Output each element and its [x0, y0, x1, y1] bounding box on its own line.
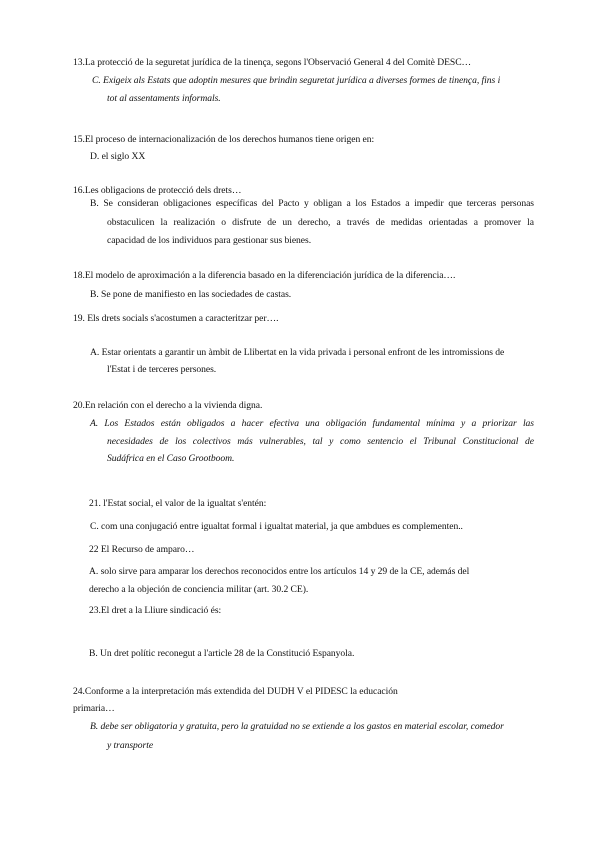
question-19: 19. Els drets socials s'acostumen a caracteritzar per….	[73, 313, 279, 324]
question-16: 16.Les obligacions de protecció dels drets…	[73, 185, 242, 196]
answer-16-line-2: obstaculicen la realización o disfrute de un derecho, a través de medidas orientadas a promover la	[107, 217, 534, 228]
answer-19-line-2: l'Estat i de terceres persones.	[107, 364, 217, 375]
answer-22-line-1: A. solo sirve para amparar los derechos reconocidos entre los artículos 14 y 29 de la CE, además del	[89, 566, 470, 577]
answer-15: D. el siglo XX	[90, 151, 146, 162]
answer-18: B. Se pone de manifiesto en las sociedades de castas.	[90, 289, 292, 300]
question-23: 23.El dret a la Lliure sindicació és:	[89, 605, 222, 616]
question-15: 15.El proceso de internacionalización de los derechos humanos tiene origen en:	[73, 134, 375, 145]
answer-16-line-3: capacidad de los individuos para gestionar sus bienes.	[107, 235, 312, 246]
answer-20-line-3: Sudáfrica en el Caso Grootboom.	[107, 453, 235, 464]
answer-13-line-2: tot al assentaments informals.	[107, 93, 221, 104]
question-24-line-1: 24.Conforme a la interpretación más extendida del DUDH V el PIDESC la educación	[73, 686, 398, 697]
question-13: 13.La protecció de la seguretat jurídica de la tinença, segons l'Observació General 4 del Comitè DESC…	[73, 57, 472, 68]
question-22: 22 El Recurso de amparo…	[89, 544, 195, 555]
answer-24-line-1: B. debe ser obligatoria y gratuita, pero la gratuidad no se extiende a los gastos en material escolar, comedor	[90, 721, 504, 732]
answer-13-line-1: C. Exigeix als Estats que adoptin mesures que brindin seguretat jurídica a diverses formes de tinença, fins i	[92, 75, 501, 86]
question-20: 20.En relación con el derecho a la vivienda digna.	[73, 400, 263, 411]
answer-16-line-1: B. Se consideran obligaciones específicas del Pacto y obligan a los Estados a impedir que terceras personas	[90, 198, 534, 209]
answer-24-line-2: y transporte	[107, 740, 154, 751]
answer-20-line-1: A. Los Estados están obligados a hacer efectiva una obligación fundamental mínima y a priorizar las	[90, 418, 534, 429]
answer-22-line-2: derecho a la objeción de conciencia militar (art. 30.2 CE).	[89, 584, 309, 595]
question-21: 21. l'Estat social, el valor de la igualtat s'entén:	[89, 498, 267, 509]
answer-23: B. Un dret polític reconegut a l'article 28 de la Constitució Espanyola.	[89, 648, 355, 659]
answer-21: C. com una conjugació entre igualtat formal i igualtat material, ja que ambdues es complementen..	[90, 521, 463, 532]
question-18: 18.El modelo de aproximación a la diferencia basado en la diferenciación jurídica de la diferencia….	[73, 270, 456, 281]
answer-20-line-2: necesidades de los colectivos más vulnerables, tal y como sentencio el Tribunal Constitucional de	[107, 436, 534, 447]
question-24-line-2: primaria…	[73, 703, 115, 714]
answer-19-line-1: A. Estar orientats a garantir un àmbit de Llibertat en la vida privada i personal enfront de les intromissions de	[90, 347, 505, 358]
